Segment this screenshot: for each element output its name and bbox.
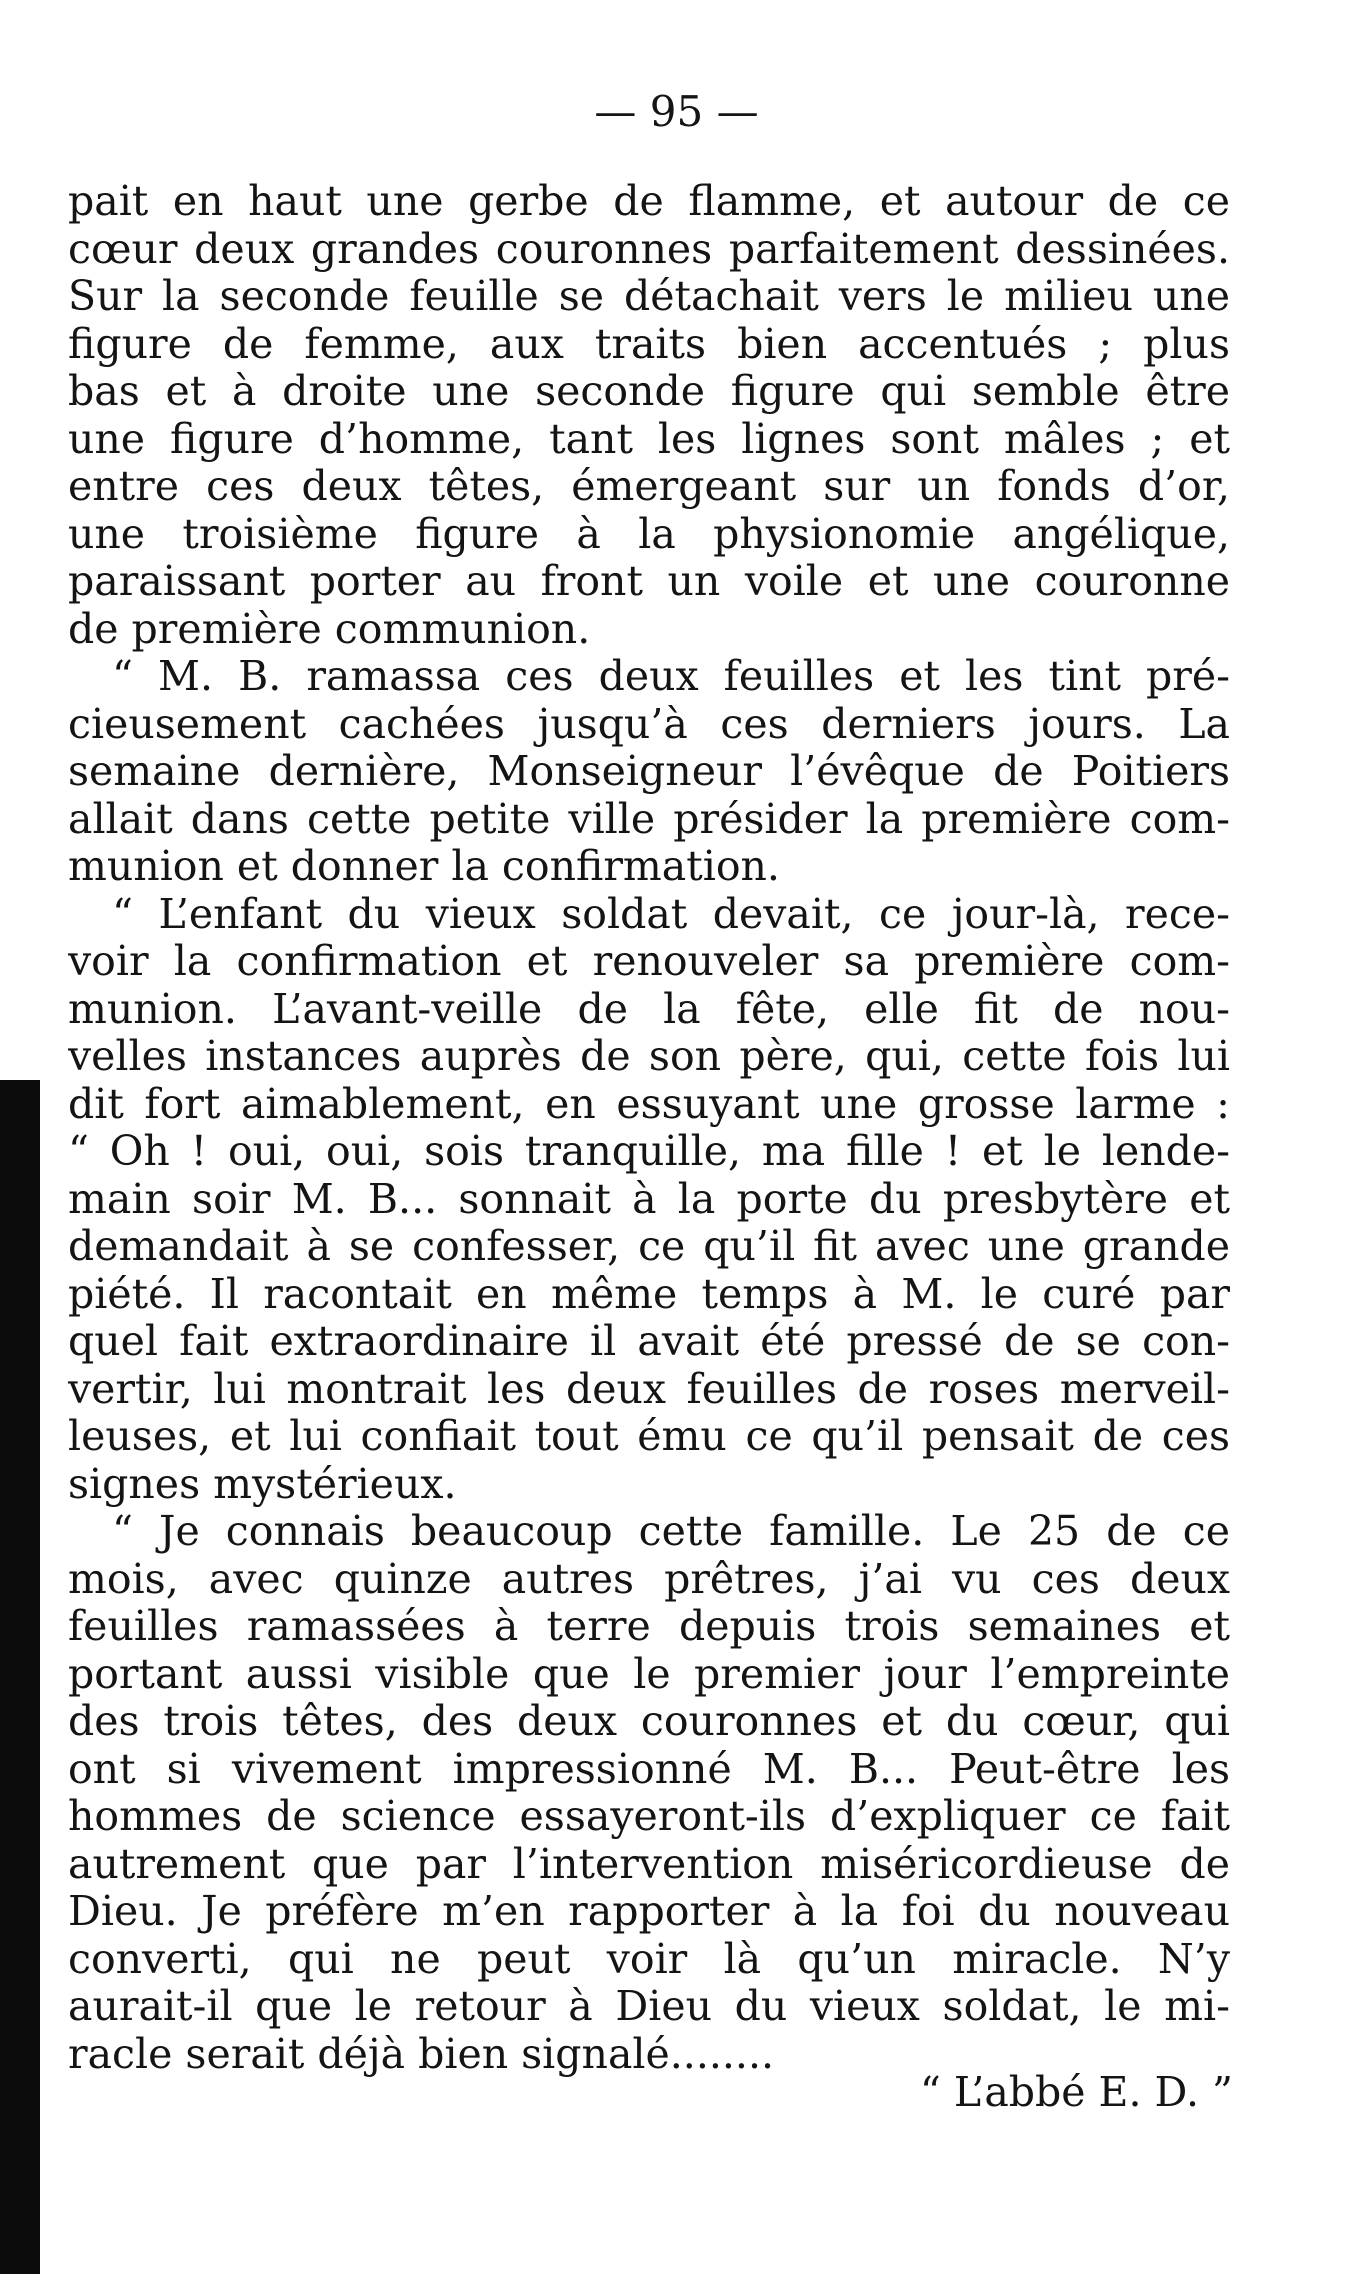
text-line: mois, avec quinze autres prêtres, j’ai vu ces deux (68, 1555, 1230, 1603)
text-line: “ Oh ! oui, oui, sois tranquille, ma fille ! et le lende- (68, 1128, 1230, 1175)
text-line: munion. L’avant-veille de la fête, elle fit de nou- (68, 985, 1230, 1033)
text-line: autrement que par l’intervention miséricordieuse de (68, 1840, 1230, 1888)
body-text (68, 178, 1230, 2078)
text-line: pait en haut une gerbe de flamme, et autour de ce (68, 178, 1230, 225)
text-line: bas et à droite une seconde figure qui semble être (68, 368, 1230, 415)
text-line: racle serait déjà bien signalé........ (68, 2030, 775, 2078)
text-line: “ M. B. ramassa ces deux feuilles et les tint pré- (112, 653, 1230, 700)
text-line: vertir, lui montrait les deux feuilles de roses merveil- (68, 1365, 1230, 1413)
text-line: figure de femme, aux traits bien accentués ; plus (68, 320, 1230, 368)
page-number: — 95 — (594, 87, 759, 136)
text-line: dit fort aimablement, en essuyant une grosse larme : (68, 1080, 1230, 1128)
text-line: de première communion. (68, 605, 591, 653)
text-line: ont si vivement impressionné M. B... Peut-être les (68, 1745, 1230, 1793)
text-line: paraissant porter au front un voile et une couronne (68, 558, 1230, 605)
text-line: une troisième figure à la physionomie angélique, (68, 510, 1230, 558)
text-line: voir la confirmation et renouveler sa première com- (68, 938, 1230, 985)
text-line: cœur deux grandes couronnes parfaitement dessinées. (68, 225, 1230, 273)
text-line: quel fait extraordinaire il avait été pressé de se con- (68, 1318, 1230, 1365)
text-line: une figure d’homme, tant les lignes sont mâles ; et (68, 415, 1230, 463)
text-line: piété. Il racontait en même temps à M. le curé par (68, 1270, 1230, 1318)
text-line: converti, qui ne peut voir là qu’un miracle. N’y (68, 1935, 1230, 1983)
text-line: entre ces deux têtes, émergeant sur un fonds d’or, (68, 463, 1230, 510)
text-line: cieusement cachées jusqu’à ces derniers jours. La (68, 700, 1230, 748)
text-line: Sur la seconde feuille se détachait vers le milieu une (68, 273, 1230, 320)
text-line: munion et donner la confirmation. (68, 843, 780, 890)
page-edge-mark (0, 1880, 10, 2000)
text-line: leuses, et lui confiait tout ému ce qu’il pensait de ces (68, 1413, 1230, 1460)
text-line: feuilles ramassées à terre depuis trois semaines et (68, 1603, 1230, 1650)
text-line: hommes de science essayeront-ils d’expliquer ce fait (68, 1793, 1230, 1840)
text-line: semaine dernière, Monseigneur l’évêque de Poitiers (68, 748, 1230, 795)
text-line: aurait-il que le retour à Dieu du vieux soldat, le mi- (68, 1983, 1230, 2030)
text-line: main soir M. B... sonnait à la porte du presbytère et (68, 1175, 1230, 1223)
text-line: demandait à se confesser, ce qu’il fit avec une grande (68, 1223, 1230, 1270)
text-line: “ Je connais beaucoup cette famille. Le 25 de ce (112, 1508, 1230, 1555)
text-line: allait dans cette petite ville présider la première com- (68, 795, 1230, 843)
page-edge-shadow (0, 1080, 40, 2274)
text-line: “ L’enfant du vieux soldat devait, ce jour-là, rece- (112, 890, 1230, 938)
text-line: Dieu. Je préfère m’en rapporter à la foi du nouveau (68, 1888, 1230, 1935)
signature: “ L’abbé E. D. ” (919, 2068, 1233, 2116)
text-line: portant aussi visible que le premier jour l’empreinte (68, 1650, 1230, 1698)
text-line: des trois têtes, des deux couronnes et du cœur, qui (68, 1698, 1230, 1745)
text-line: velles instances auprès de son père, qui, cette fois lui (68, 1033, 1230, 1080)
text-line: signes mystérieux. (68, 1460, 457, 1508)
